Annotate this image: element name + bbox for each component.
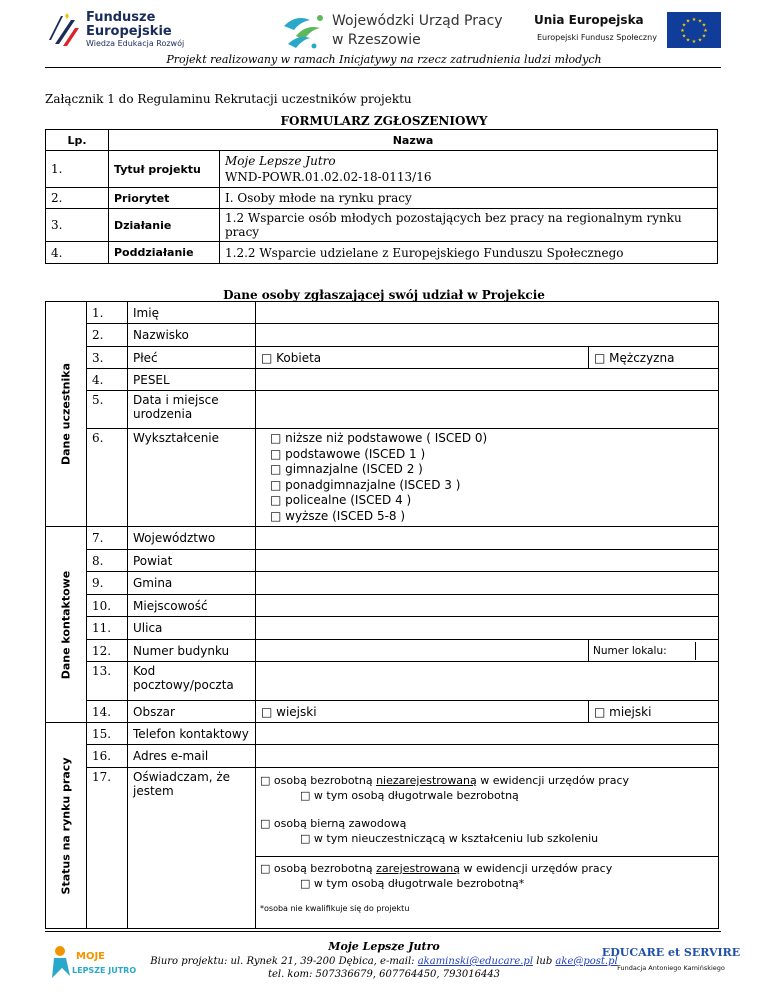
row-label: Działanie [109,209,220,242]
row-number: 15. [87,723,128,745]
apartment-number-label: Numer lokalu: [589,640,719,662]
postal-code-label: Kod pocztowy/poczta [128,662,256,701]
last-name-label: Nazwisko [128,324,256,347]
svg-text:★: ★ [691,39,697,45]
row-number: 7. [87,527,128,550]
footnote: *osoba nie kwalifikuje się do projektu [260,904,410,913]
education-option[interactable]: □ policealne (ISCED 4 ) [270,493,412,507]
town-field[interactable] [256,595,719,617]
svg-text:★: ★ [701,22,707,29]
table-row [46,209,718,242]
education-option[interactable]: □ ponadgimnazjalne (ISCED 3 ) [270,477,461,492]
wup-title: Wojewódzki Urząd Pracy w Rzeszowie [332,13,503,48]
row-label: Poddziałanie [109,242,220,264]
postal-code-field[interactable] [256,662,719,701]
row-number: 8. [87,550,128,572]
svg-text:★: ★ [681,33,687,40]
moje-logo-line1: MOJE [76,951,106,962]
county-label: Powiat [128,550,256,572]
svg-text:★: ★ [685,37,691,44]
svg-text:★: ★ [685,18,691,25]
row-number: 2. [87,324,128,347]
row-number: 10. [87,595,128,617]
row-number: 17. [87,768,128,929]
annex-title: Załącznik 1 do Regulaminu Rekrutacji uczestników projektu [45,92,412,106]
pesel-label: PESEL [128,369,256,391]
education-option[interactable]: □ niższe niż podstawowe ( ISCED 0) [270,431,488,445]
edu-logo-line2: Fundacja Antoniego Kamińskiego [617,964,725,972]
edu-logo-line1: EDUCARE et SERVIRE [601,946,741,959]
email-field[interactable] [256,745,719,768]
section-title: Dane osoby zgłaszającej swój udział w Projekcie [223,288,545,302]
project-table [45,129,718,264]
table-row [46,151,718,188]
street-field[interactable] [256,617,719,640]
first-name-field[interactable] [256,302,719,324]
row-number: 1. [46,151,109,188]
row-number: 3. [46,209,109,242]
page-header [0,0,768,70]
row-label: Priorytet [109,188,220,209]
row-value: I. Osoby młode na rynku pracy [220,188,718,209]
row-value: 1.2 Wsparcie osób młodych pozostających bez pracy na regionalnym rynku pracy [220,209,718,242]
education-options [256,429,719,527]
gender-female-checkbox[interactable]: □ Kobieta [256,347,589,369]
commune-field[interactable] [256,572,719,595]
row-label: Tytuł projektu [109,151,220,188]
birth-field[interactable] [256,391,719,429]
street-label: Ulica [128,617,256,640]
last-name-field[interactable] [256,324,719,347]
row-number: 4. [87,369,128,391]
row-number: 16. [87,745,128,768]
svg-text:★: ★ [680,28,685,34]
table-row [46,242,718,264]
row-number: 1. [87,302,128,324]
svg-text:★: ★ [697,37,703,44]
wup-rzeszow-logo [276,6,332,56]
pesel-field[interactable] [256,369,719,391]
area-label: Obszar [128,701,256,723]
table-row [46,188,718,209]
voivodeship-field[interactable] [256,527,719,550]
row-number: 9. [87,572,128,595]
form-title: FORMULARZ ZGŁOSZENIOWY [280,114,488,128]
email-link-1[interactable]: akaminski@educare.pl [417,956,534,967]
first-name-label: Imię [128,302,256,324]
svg-text:★: ★ [691,17,697,23]
ue-subtitle: Europejski Fundusz Społeczny [537,33,657,42]
status-inactive[interactable]: □ osobą bierną zawodową □ w tym nieuczestniczącą w kształceniu lub szkoleniu [260,817,599,845]
row-number: 2. [46,188,109,209]
educare-et-servire-logo [601,940,741,978]
participant-form-table [45,301,719,929]
phone-field[interactable] [256,723,719,745]
status-unregistered[interactable]: □ osobą bezrobotną niezarejestrowaną w ewidencji urzędów pracy □ w tym osobą długotrwale bezrobotną [260,774,629,802]
status-options [256,768,719,929]
town-label: Miejscowość [128,595,256,617]
gender-label: Płeć [128,347,256,369]
fundusze-europejskie-logo [45,10,81,52]
phone-label: Telefon kontaktowy [128,723,256,745]
footer-address: Biuro projektu: ul. Rynek 21, 39-200 Dębica, e-mail: akaminski@educare.pl lub ake@post.pl tel. kom: 507336679, 607764450, 793016443 [150,956,618,980]
group-labour-market-status: Status na rynku pracy [46,723,87,929]
moje-logo-line2: LEPSZE JUTRO [72,966,137,975]
svg-text:★: ★ [701,33,707,40]
fe-subtitle: Wiedza Edukacja Rozwój [86,39,185,48]
statement-label: Oświadczam, że jestem [128,768,256,929]
row-number: 14. [87,701,128,723]
voivodeship-label: Województwo [128,527,256,550]
area-rural-checkbox[interactable]: □ wiejski [256,701,589,723]
eu-flag-icon [667,12,721,48]
email-link-2[interactable]: ake@post.pl [555,956,618,967]
group-participant-data: Dane uczestnika [46,302,87,527]
fe-title: Fundusze Europejskie [86,10,172,39]
svg-text:★: ★ [697,18,703,25]
county-field[interactable] [256,550,719,572]
row-value: 1.2.2 Wsparcie udzielane z Europejskiego Funduszu Społecznego [220,242,718,264]
row-number: 12. [87,640,128,662]
footer-title: Moje Lepsze Jutro [328,940,440,953]
building-number-label: Numer budynku [128,640,256,662]
status-registered[interactable]: □ osobą bezrobotną zarejestrowaną w ewidencji urzędów pracy □ w tym osobą długotrwale bezrobotną* [256,856,718,900]
ue-title: Unia Europejska [534,13,644,27]
birth-label: Data i miejsce urodzenia [128,391,256,429]
project-title-value: Moje Lepsze Jutro WND-POWR.01.02.02-18-0113/16 [220,151,718,188]
area-urban-checkbox[interactable]: □ miejski [589,701,719,723]
project-line: Projekt realizowany w ramach Inicjatywy na rzecz zatrudnienia ludzi młodych [166,53,602,66]
lp-header: Lp. [46,130,109,151]
name-header: Nazwa [109,130,718,151]
education-label: Wykształcenie [128,429,256,527]
row-number: 5. [87,391,128,429]
row-number: 13. [87,662,128,701]
education-option[interactable]: □ wyższe (ISCED 5-8 ) [270,508,406,523]
education-option[interactable]: □ gimnazjalne (ISCED 2 ) [270,462,423,476]
row-number: 6. [87,429,128,527]
gender-male-checkbox[interactable]: □ Mężczyzna [589,347,719,369]
header-divider [45,67,721,68]
svg-text:★: ★ [681,22,687,29]
commune-label: Gmina [128,572,256,595]
building-number-field[interactable] [256,640,589,662]
row-number: 11. [87,617,128,640]
group-contact-data: Dane kontaktowe [46,527,87,723]
row-number: 4. [46,242,109,264]
education-option[interactable]: □ podstawowe (ISCED 1 ) [270,446,426,461]
row-number: 3. [87,347,128,369]
footer-divider [45,931,721,932]
email-label: Adres e-mail [128,745,256,768]
svg-text:★: ★ [703,28,708,34]
